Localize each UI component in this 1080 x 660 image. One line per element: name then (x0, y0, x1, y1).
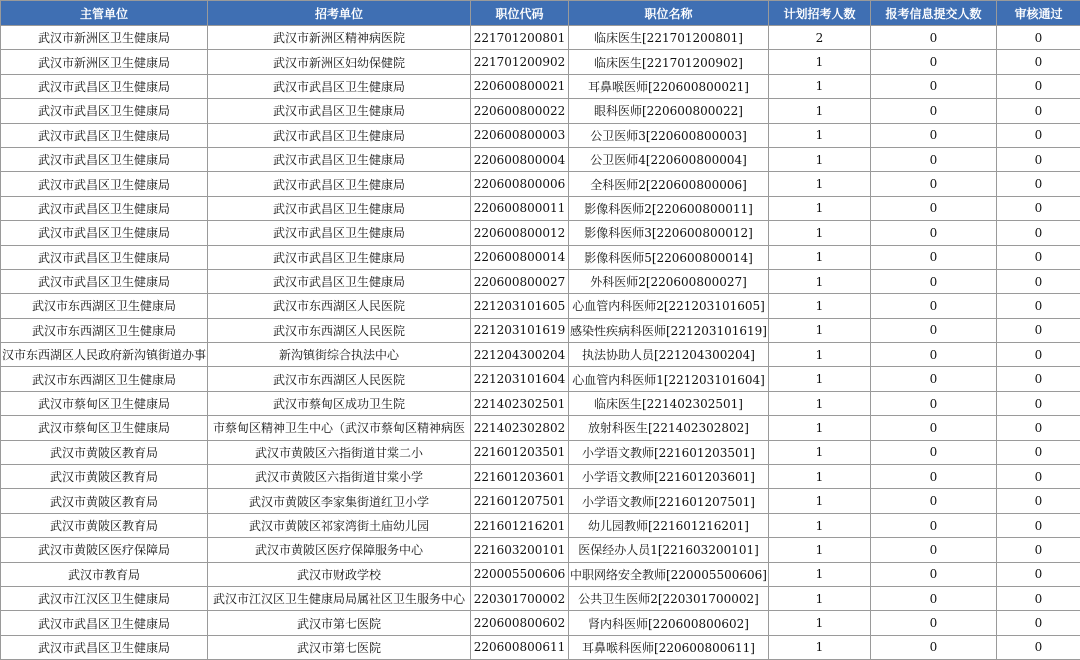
supervising-unit-cell: 武汉市武昌区卫生健康局 (1, 635, 208, 659)
submitted-count-cell: 0 (871, 196, 997, 220)
supervising-unit-cell: 武汉市武昌区卫生健康局 (1, 221, 208, 245)
submitted-count-cell: 0 (871, 172, 997, 196)
planned-count-cell: 1 (769, 416, 871, 440)
submitted-count-cell: 0 (871, 538, 997, 562)
submitted-count-cell: 0 (871, 26, 997, 50)
approved-count-cell: 0 (997, 586, 1080, 610)
header-position-name: 职位名称 (569, 1, 769, 26)
planned-count-cell: 1 (769, 99, 871, 123)
approved-count-cell: 0 (997, 611, 1080, 635)
submitted-count-cell: 0 (871, 635, 997, 659)
submitted-count-cell: 0 (871, 50, 997, 74)
supervising-unit-cell: 武汉市江汉区卫生健康局 (1, 586, 208, 610)
position-name-cell: 小学语文教师[221601203601] (569, 465, 769, 489)
approved-count-cell: 0 (997, 562, 1080, 586)
recruiting-unit-cell: 武汉市武昌区卫生健康局 (208, 269, 471, 293)
table-row (1, 367, 1080, 391)
recruiting-unit-cell: 武汉市第七医院 (208, 635, 471, 659)
table-row (1, 343, 1080, 367)
planned-count-cell: 1 (769, 123, 871, 147)
header-approved-count: 审核通过 (997, 1, 1080, 26)
position-name-cell: 中职网络安全教师[220005500606] (569, 562, 769, 586)
submitted-count-cell: 0 (871, 245, 997, 269)
planned-count-cell: 1 (769, 562, 871, 586)
table-row (1, 416, 1080, 440)
approved-count-cell: 0 (997, 489, 1080, 513)
supervising-unit-cell: 武汉市新洲区卫生健康局 (1, 26, 208, 50)
position-code-cell: 220600800012 (471, 221, 569, 245)
position-name-cell: 全科医师2[220600800006] (569, 172, 769, 196)
approved-count-cell: 0 (997, 123, 1080, 147)
approved-count-cell: 0 (997, 269, 1080, 293)
position-name-cell: 幼儿园教师[221601216201] (569, 513, 769, 537)
position-code-cell: 220600800027 (471, 269, 569, 293)
position-code-cell: 221203101604 (471, 367, 569, 391)
planned-count-cell: 1 (769, 172, 871, 196)
planned-count-cell: 1 (769, 318, 871, 342)
approved-count-cell: 0 (997, 99, 1080, 123)
supervising-unit-cell: 武汉市黄陂区教育局 (1, 465, 208, 489)
planned-count-cell: 2 (769, 26, 871, 50)
planned-count-cell: 1 (769, 50, 871, 74)
position-code-cell: 221203101605 (471, 294, 569, 318)
approved-count-cell: 0 (997, 245, 1080, 269)
position-name-cell: 临床医生[221701200902] (569, 50, 769, 74)
submitted-count-cell: 0 (871, 99, 997, 123)
approved-count-cell: 0 (997, 440, 1080, 464)
position-name-cell: 小学语文教师[221601203501] (569, 440, 769, 464)
approved-count-cell: 0 (997, 513, 1080, 537)
submitted-count-cell: 0 (871, 611, 997, 635)
table-row (1, 221, 1080, 245)
position-code-cell: 221402302501 (471, 391, 569, 415)
table-row (1, 635, 1080, 659)
table-body (1, 26, 1080, 660)
recruiting-unit-cell: 武汉市江汉区卫生健康局局属社区卫生服务中心 (208, 586, 471, 610)
position-name-cell: 放射科医生[221402302802] (569, 416, 769, 440)
recruiting-unit-cell: 武汉市武昌区卫生健康局 (208, 147, 471, 171)
recruiting-unit-cell: 武汉市蔡甸区成功卫生院 (208, 391, 471, 415)
submitted-count-cell: 0 (871, 147, 997, 171)
approved-count-cell: 0 (997, 172, 1080, 196)
recruiting-unit-cell: 武汉市武昌区卫生健康局 (208, 123, 471, 147)
supervising-unit-cell: 汉市东西湖区人民政府新沟镇街道办事 (1, 343, 208, 367)
submitted-count-cell: 0 (871, 440, 997, 464)
planned-count-cell: 1 (769, 221, 871, 245)
approved-count-cell: 0 (997, 318, 1080, 342)
position-code-cell: 220600800611 (471, 635, 569, 659)
position-code-cell: 220301700002 (471, 586, 569, 610)
planned-count-cell: 1 (769, 440, 871, 464)
header-recruiting-unit: 招考单位 (208, 1, 471, 26)
approved-count-cell: 0 (997, 465, 1080, 489)
header-row (1, 1, 1080, 26)
position-code-cell: 221204300204 (471, 343, 569, 367)
table-row (1, 465, 1080, 489)
recruiting-unit-cell: 武汉市武昌区卫生健康局 (208, 99, 471, 123)
table-row (1, 294, 1080, 318)
planned-count-cell: 1 (769, 611, 871, 635)
position-name-cell: 心血管内科医师1[221203101604] (569, 367, 769, 391)
planned-count-cell: 1 (769, 294, 871, 318)
table-row (1, 269, 1080, 293)
supervising-unit-cell: 武汉市新洲区卫生健康局 (1, 50, 208, 74)
table-row (1, 562, 1080, 586)
table-row (1, 513, 1080, 537)
approved-count-cell: 0 (997, 416, 1080, 440)
position-code-cell: 221402302802 (471, 416, 569, 440)
position-code-cell: 221701200801 (471, 26, 569, 50)
supervising-unit-cell: 武汉市东西湖区卫生健康局 (1, 367, 208, 391)
position-name-cell: 影像科医师5[220600800014] (569, 245, 769, 269)
recruiting-unit-cell: 武汉市东西湖区人民医院 (208, 294, 471, 318)
planned-count-cell: 1 (769, 269, 871, 293)
position-name-cell: 心血管内科医师2[221203101605] (569, 294, 769, 318)
position-code-cell: 220600800014 (471, 245, 569, 269)
position-name-cell: 临床医生[221402302501] (569, 391, 769, 415)
approved-count-cell: 0 (997, 635, 1080, 659)
planned-count-cell: 1 (769, 343, 871, 367)
table-row (1, 26, 1080, 50)
table-row (1, 318, 1080, 342)
table-row (1, 172, 1080, 196)
submitted-count-cell: 0 (871, 318, 997, 342)
table-row (1, 440, 1080, 464)
planned-count-cell: 1 (769, 513, 871, 537)
recruiting-unit-cell: 武汉市财政学校 (208, 562, 471, 586)
approved-count-cell: 0 (997, 343, 1080, 367)
table-row (1, 489, 1080, 513)
supervising-unit-cell: 武汉市武昌区卫生健康局 (1, 196, 208, 220)
submitted-count-cell: 0 (871, 489, 997, 513)
table-row (1, 74, 1080, 98)
planned-count-cell: 1 (769, 147, 871, 171)
header-submitted-count: 报考信息提交人数 (871, 1, 997, 26)
submitted-count-cell: 0 (871, 465, 997, 489)
table-row (1, 538, 1080, 562)
approved-count-cell: 0 (997, 221, 1080, 245)
submitted-count-cell: 0 (871, 513, 997, 537)
supervising-unit-cell: 武汉市黄陂区教育局 (1, 513, 208, 537)
supervising-unit-cell: 武汉市武昌区卫生健康局 (1, 99, 208, 123)
recruiting-unit-cell: 武汉市新洲区妇幼保健院 (208, 50, 471, 74)
submitted-count-cell: 0 (871, 586, 997, 610)
recruiting-unit-cell: 武汉市黄陂区六指街道甘棠二小 (208, 440, 471, 464)
table-row (1, 196, 1080, 220)
submitted-count-cell: 0 (871, 221, 997, 245)
submitted-count-cell: 0 (871, 123, 997, 147)
planned-count-cell: 1 (769, 465, 871, 489)
position-code-cell: 220600800021 (471, 74, 569, 98)
recruiting-unit-cell: 新沟镇街综合执法中心 (208, 343, 471, 367)
table-row (1, 245, 1080, 269)
supervising-unit-cell: 武汉市东西湖区卫生健康局 (1, 318, 208, 342)
table-row (1, 391, 1080, 415)
supervising-unit-cell: 武汉市武昌区卫生健康局 (1, 611, 208, 635)
header-planned-count: 计划招考人数 (769, 1, 871, 26)
position-code-cell: 221701200902 (471, 50, 569, 74)
planned-count-cell: 1 (769, 635, 871, 659)
planned-count-cell: 1 (769, 367, 871, 391)
supervising-unit-cell: 武汉市东西湖区卫生健康局 (1, 294, 208, 318)
position-code-cell: 220600800011 (471, 196, 569, 220)
supervising-unit-cell: 武汉市武昌区卫生健康局 (1, 172, 208, 196)
submitted-count-cell: 0 (871, 294, 997, 318)
position-name-cell: 眼科医师[220600800022] (569, 99, 769, 123)
supervising-unit-cell: 武汉市蔡甸区卫生健康局 (1, 416, 208, 440)
position-name-cell: 肾内科医师[220600800602] (569, 611, 769, 635)
planned-count-cell: 1 (769, 245, 871, 269)
position-code-cell: 221603200101 (471, 538, 569, 562)
position-code-cell: 221601203501 (471, 440, 569, 464)
table-row (1, 50, 1080, 74)
approved-count-cell: 0 (997, 74, 1080, 98)
recruiting-unit-cell: 武汉市黄陂区祁家湾街土庙幼儿园 (208, 513, 471, 537)
supervising-unit-cell: 武汉市黄陂区医疗保障局 (1, 538, 208, 562)
submitted-count-cell: 0 (871, 367, 997, 391)
recruiting-unit-cell: 武汉市武昌区卫生健康局 (208, 196, 471, 220)
recruiting-unit-cell: 市蔡甸区精神卫生中心（武汉市蔡甸区精神病医 (208, 416, 471, 440)
submitted-count-cell: 0 (871, 74, 997, 98)
recruiting-unit-cell: 武汉市东西湖区人民医院 (208, 318, 471, 342)
header-position-code: 职位代码 (471, 1, 569, 26)
approved-count-cell: 0 (997, 367, 1080, 391)
position-name-cell: 小学语文教师[221601207501] (569, 489, 769, 513)
position-name-cell: 耳鼻喉科医师[220600800611] (569, 635, 769, 659)
position-code-cell: 220600800004 (471, 147, 569, 171)
position-code-cell: 221203101619 (471, 318, 569, 342)
recruiting-unit-cell: 武汉市武昌区卫生健康局 (208, 172, 471, 196)
table-row (1, 123, 1080, 147)
recruiting-unit-cell: 武汉市黄陂区李家集街道红卫小学 (208, 489, 471, 513)
position-name-cell: 执法协助人员[221204300204] (569, 343, 769, 367)
supervising-unit-cell: 武汉市黄陂区教育局 (1, 489, 208, 513)
position-code-cell: 220600800602 (471, 611, 569, 635)
planned-count-cell: 1 (769, 74, 871, 98)
recruiting-unit-cell: 武汉市东西湖区人民医院 (208, 367, 471, 391)
recruiting-unit-cell: 武汉市黄陂区六指街道甘棠小学 (208, 465, 471, 489)
header-supervising-unit: 主管单位 (1, 1, 208, 26)
planned-count-cell: 1 (769, 489, 871, 513)
approved-count-cell: 0 (997, 50, 1080, 74)
supervising-unit-cell: 武汉市武昌区卫生健康局 (1, 123, 208, 147)
table-row (1, 99, 1080, 123)
supervising-unit-cell: 武汉市教育局 (1, 562, 208, 586)
approved-count-cell: 0 (997, 294, 1080, 318)
supervising-unit-cell: 武汉市黄陂区教育局 (1, 440, 208, 464)
recruiting-unit-cell: 武汉市武昌区卫生健康局 (208, 245, 471, 269)
position-name-cell: 影像科医师2[220600800011] (569, 196, 769, 220)
planned-count-cell: 1 (769, 538, 871, 562)
approved-count-cell: 0 (997, 391, 1080, 415)
recruiting-unit-cell: 武汉市黄陂区医疗保障服务中心 (208, 538, 471, 562)
position-code-cell: 220005500606 (471, 562, 569, 586)
position-code-cell: 221601216201 (471, 513, 569, 537)
submitted-count-cell: 0 (871, 562, 997, 586)
supervising-unit-cell: 武汉市蔡甸区卫生健康局 (1, 391, 208, 415)
supervising-unit-cell: 武汉市武昌区卫生健康局 (1, 74, 208, 98)
recruiting-unit-cell: 武汉市武昌区卫生健康局 (208, 74, 471, 98)
submitted-count-cell: 0 (871, 416, 997, 440)
table-row (1, 586, 1080, 610)
approved-count-cell: 0 (997, 196, 1080, 220)
position-code-cell: 220600800022 (471, 99, 569, 123)
submitted-count-cell: 0 (871, 269, 997, 293)
table-row (1, 147, 1080, 171)
position-code-cell: 220600800003 (471, 123, 569, 147)
position-name-cell: 感染性疾病科医师[221203101619] (569, 318, 769, 342)
planned-count-cell: 1 (769, 586, 871, 610)
submitted-count-cell: 0 (871, 391, 997, 415)
position-code-cell: 221601207501 (471, 489, 569, 513)
table-row (1, 611, 1080, 635)
position-name-cell: 公共卫生医师2[220301700002] (569, 586, 769, 610)
position-name-cell: 影像科医师3[220600800012] (569, 221, 769, 245)
supervising-unit-cell: 武汉市武昌区卫生健康局 (1, 147, 208, 171)
position-name-cell: 耳鼻喉医师[220600800021] (569, 74, 769, 98)
recruiting-unit-cell: 武汉市新洲区精神病医院 (208, 26, 471, 50)
position-name-cell: 临床医生[221701200801] (569, 26, 769, 50)
position-code-cell: 221601203601 (471, 465, 569, 489)
position-name-cell: 公卫医师3[220600800003] (569, 123, 769, 147)
position-name-cell: 外科医师2[220600800027] (569, 269, 769, 293)
position-code-cell: 220600800006 (471, 172, 569, 196)
position-name-cell: 公卫医师4[220600800004] (569, 147, 769, 171)
approved-count-cell: 0 (997, 26, 1080, 50)
supervising-unit-cell: 武汉市武昌区卫生健康局 (1, 269, 208, 293)
approved-count-cell: 0 (997, 538, 1080, 562)
recruiting-unit-cell: 武汉市第七医院 (208, 611, 471, 635)
position-name-cell: 医保经办人员1[221603200101] (569, 538, 769, 562)
planned-count-cell: 1 (769, 196, 871, 220)
approved-count-cell: 0 (997, 147, 1080, 171)
recruiting-unit-cell: 武汉市武昌区卫生健康局 (208, 221, 471, 245)
supervising-unit-cell: 武汉市武昌区卫生健康局 (1, 245, 208, 269)
submitted-count-cell: 0 (871, 343, 997, 367)
planned-count-cell: 1 (769, 391, 871, 415)
